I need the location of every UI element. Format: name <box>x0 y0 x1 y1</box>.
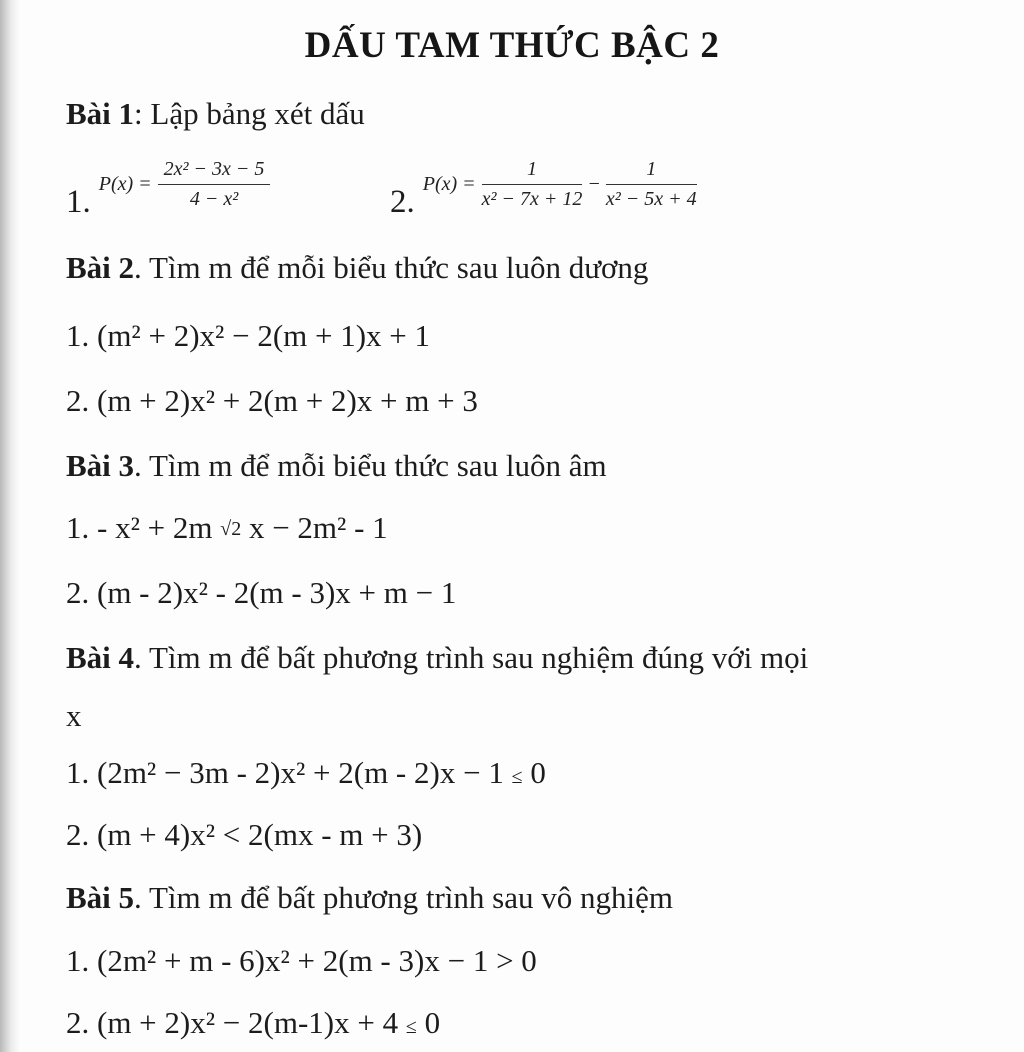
exercise-bai3-item2: 2. (m - 2)x² - 2(m - 3)x + m − 1 <box>66 575 457 610</box>
equation-number: 1. <box>66 184 91 220</box>
section-label-bai3: Bài 3 <box>66 448 135 483</box>
fraction-numerator: 2x² − 3x − 5 <box>158 158 271 185</box>
leq-symbol: ≤ <box>405 1016 417 1038</box>
fraction-denominator: 4 − x² <box>189 188 239 210</box>
section-title-bai4: . Tìm m để bất phương trình sau nghiệm đúng với mọi <box>134 640 809 675</box>
page-title: DẤU TAM THỨC BẬC 2 <box>304 25 720 66</box>
expression-part: 1. - x² + 2m <box>66 510 221 545</box>
page-edge-shadow <box>0 0 20 1052</box>
section-title-bai1: : Lập bảng xét dấu <box>134 96 365 131</box>
fraction-denominator: x² − 7x + 12 <box>481 188 583 210</box>
section-label-bai4: Bài 4 <box>66 640 135 675</box>
section-heading-bai4 <box>66 640 808 676</box>
equation-bai1-item2 <box>390 158 697 219</box>
section-heading-bai3 <box>66 448 607 484</box>
section-label-bai1: Bài 1 <box>66 96 135 131</box>
equation-number: 2. <box>390 184 415 220</box>
exercise-bai4-item2: 2. (m + 4)x² < 2(mx - m + 3) <box>66 817 423 852</box>
leq-symbol: ≤ <box>511 766 523 788</box>
expression-part: 0 <box>416 1005 441 1040</box>
fraction-numerator: 1 <box>606 158 697 185</box>
expression-part: 2. (m + 2)x² − 2(m-1)x + 4 <box>66 1005 406 1040</box>
exercise-bai2-item2: 2. (m + 2)x² + 2(m + 2)x + m + 3 <box>66 383 478 418</box>
section-heading-bai5 <box>66 880 673 916</box>
exercise-bai5-item2 <box>66 1005 440 1041</box>
fraction <box>606 158 697 211</box>
section-label-bai2: Bài 2 <box>66 250 135 285</box>
section-title-bai5: . Tìm m để bất phương trình sau vô nghiệm <box>134 880 673 915</box>
expression-part: 0 <box>522 755 546 790</box>
equation-operator: − <box>587 173 601 195</box>
fraction <box>158 158 271 211</box>
sqrt2-symbol: √2 <box>220 518 242 540</box>
equation-lhs: P(x) = <box>422 173 476 195</box>
exercise-bai5-item1: 1. (2m² + m - 6)x² + 2(m - 3)x − 1 > 0 <box>66 943 537 978</box>
fraction-denominator: x² − 5x + 4 <box>605 188 697 210</box>
section-title-bai3: . Tìm m để mỗi biểu thức sau luôn âm <box>134 448 607 483</box>
equation-body <box>99 158 271 211</box>
equation-bai1-item1 <box>66 158 270 219</box>
section-heading-bai4-wrap: x <box>66 698 82 733</box>
expression-part: x − 2m² - 1 <box>241 510 388 545</box>
fraction <box>482 158 583 211</box>
fraction-numerator: 1 <box>482 158 583 185</box>
section-label-bai5: Bài 5 <box>66 880 135 915</box>
exercise-bai3-item1 <box>66 510 388 546</box>
section-heading-bai2 <box>66 250 648 286</box>
expression-part: 1. (2m² − 3m - 2)x² + 2(m - 2)x − 1 <box>66 755 512 790</box>
section-title-bai2: . Tìm m để mỗi biểu thức sau luôn dương <box>134 250 649 285</box>
exercise-bai2-item1: 1. (m² + 2)x² − 2(m + 1)x + 1 <box>66 318 431 353</box>
exercise-bai4-item1 <box>66 755 546 791</box>
section-heading-bai1 <box>66 96 365 132</box>
equation-body <box>423 158 697 211</box>
equation-lhs: P(x) = <box>98 173 152 195</box>
